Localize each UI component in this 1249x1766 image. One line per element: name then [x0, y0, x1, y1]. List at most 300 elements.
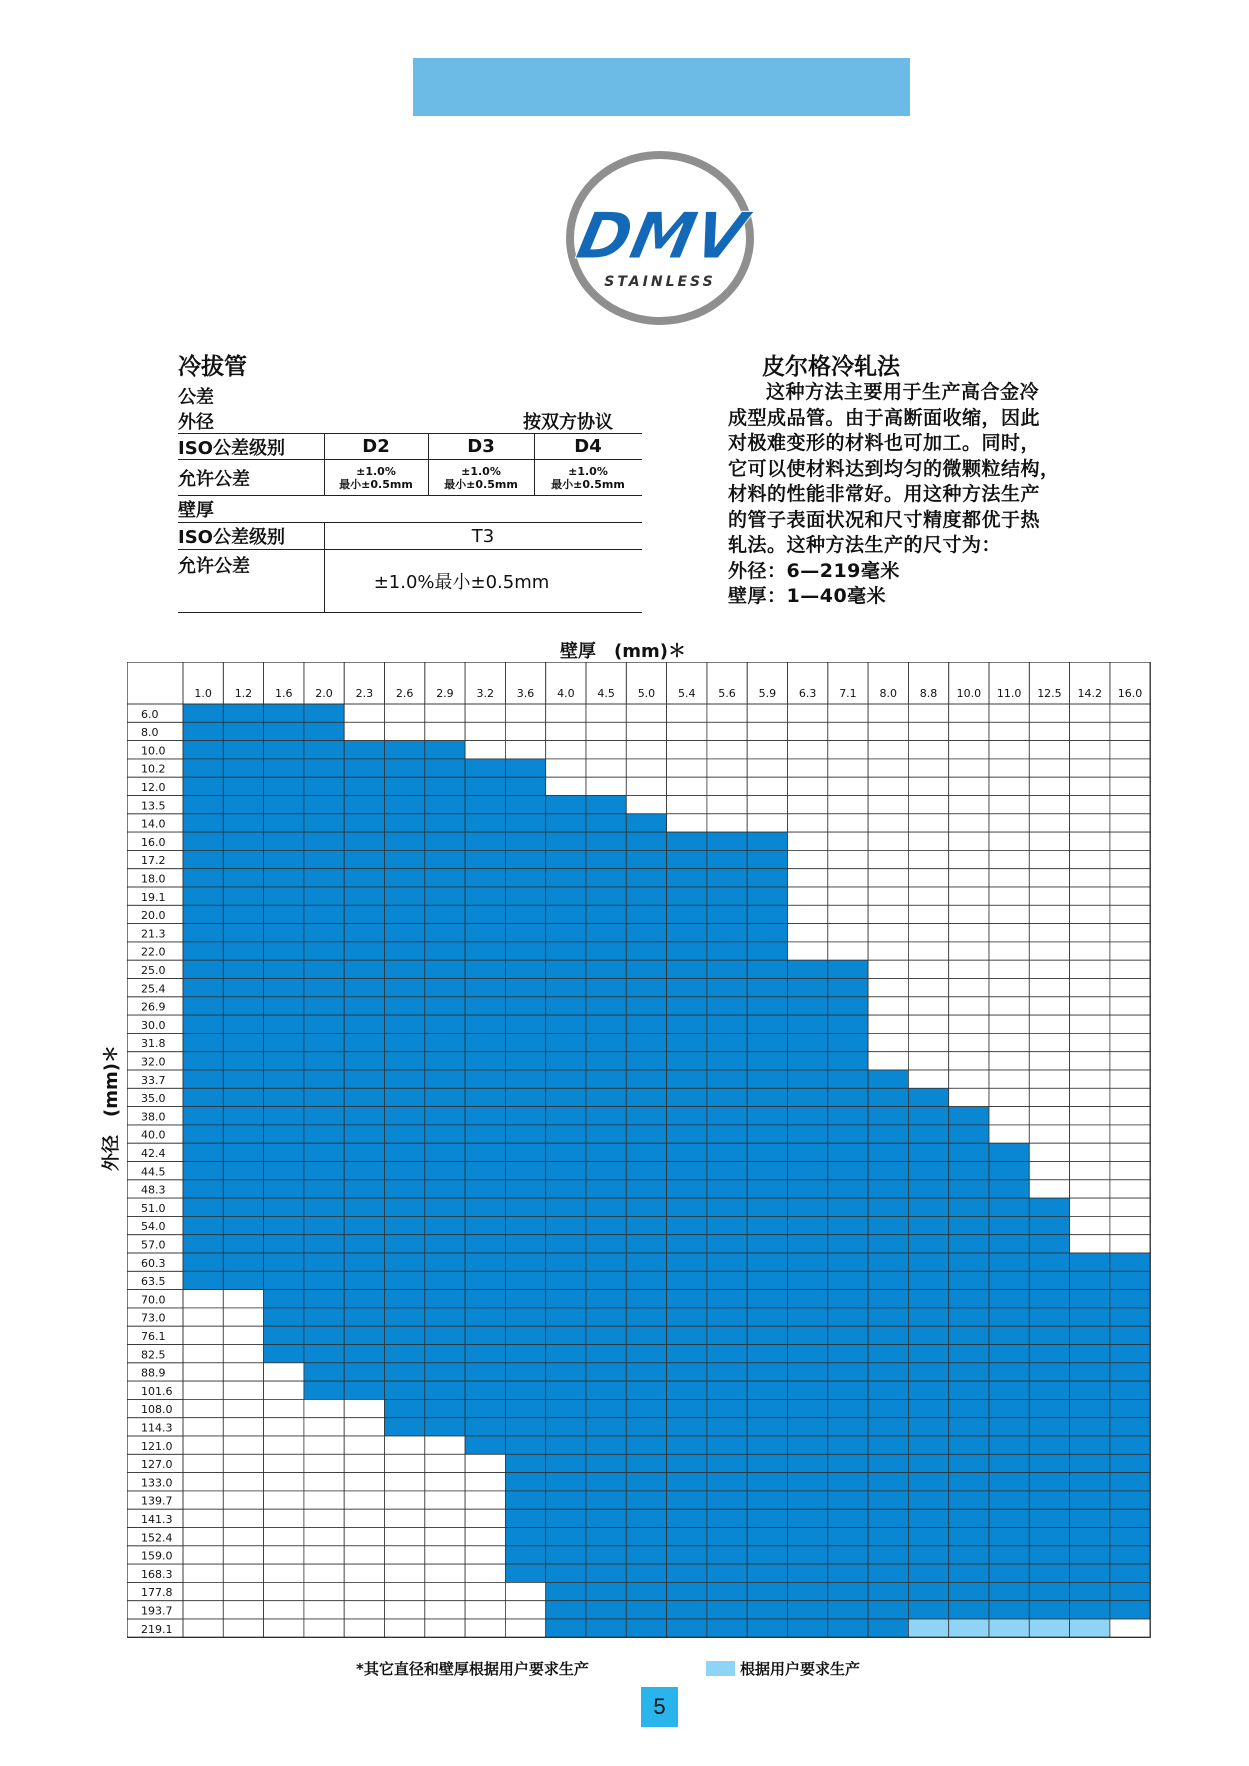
grid-cell	[425, 960, 465, 978]
wall-tol-value: ±1.0%最小±0.5mm	[373, 572, 550, 593]
grid-cell	[1110, 1052, 1150, 1070]
grid-cell	[586, 1180, 626, 1198]
grid-cell	[546, 1125, 586, 1143]
grid-cell	[586, 704, 626, 722]
grid-cell	[667, 722, 707, 740]
grid-cell	[546, 1491, 586, 1509]
grid-cell	[223, 741, 263, 759]
grid-cell	[425, 1180, 465, 1198]
grid-cell	[505, 1418, 545, 1436]
grid-cell	[868, 1216, 908, 1234]
grid-cell	[908, 777, 948, 795]
grid-cell	[667, 1125, 707, 1143]
grid-cell	[908, 1619, 948, 1637]
grid-cell	[344, 1271, 384, 1289]
grid-cell	[949, 1454, 989, 1472]
grid-cell	[828, 960, 868, 978]
grid-cell	[1029, 1088, 1069, 1106]
grid-cell	[908, 1546, 948, 1564]
grid-cell	[868, 979, 908, 997]
grid-cell	[949, 1381, 989, 1399]
grid-cell	[223, 1033, 263, 1051]
grid-cell	[989, 1088, 1029, 1106]
grid-cell	[1029, 869, 1069, 887]
grid-cell	[626, 1216, 666, 1234]
grid-cell	[385, 777, 425, 795]
grid-cell	[223, 1509, 263, 1527]
grid-cell	[667, 1162, 707, 1180]
grid-cell	[1070, 832, 1110, 850]
grid-cell	[868, 942, 908, 960]
grid-cell	[989, 1253, 1029, 1271]
grid-cell	[546, 777, 586, 795]
row-label: 31.8	[141, 1037, 166, 1051]
grid-cell	[425, 1381, 465, 1399]
grid-cell	[1029, 1582, 1069, 1600]
grid-cell	[949, 979, 989, 997]
row-label: 73.0	[141, 1311, 166, 1325]
grid-cell	[586, 1564, 626, 1582]
grid-cell	[425, 704, 465, 722]
grid-cell	[264, 1528, 304, 1546]
grid-cell	[707, 1473, 747, 1491]
row-label: 60.3	[141, 1256, 166, 1270]
grid-cell	[626, 832, 666, 850]
grid-cell	[868, 1601, 908, 1619]
grid-cell	[908, 869, 948, 887]
grid-cell	[425, 1143, 465, 1161]
grid-cell	[546, 850, 586, 868]
grid-cell	[949, 1107, 989, 1125]
grid-cell	[989, 1271, 1029, 1289]
grid-cell	[949, 869, 989, 887]
grid-cell	[1110, 1235, 1150, 1253]
grid-cell	[425, 1418, 465, 1436]
grid-cell	[264, 1216, 304, 1234]
grid-cell	[465, 1125, 505, 1143]
grid-cell	[223, 1454, 263, 1472]
grid-cell	[546, 796, 586, 814]
para-line: 它可以使材料达到均匀的微颗粒结构，	[728, 457, 1060, 480]
grid-cell	[304, 1198, 344, 1216]
grid-cell	[264, 1235, 304, 1253]
grid-cell	[626, 960, 666, 978]
grid-cell	[989, 1454, 1029, 1472]
grid-cell	[586, 1052, 626, 1070]
grid-cell	[626, 759, 666, 777]
column-label: 4.0	[557, 687, 575, 700]
grid-cell	[505, 1546, 545, 1564]
grid-cell	[425, 814, 465, 832]
grid-cell	[667, 1198, 707, 1216]
grid-cell	[788, 1070, 828, 1088]
grid-cell	[1029, 1290, 1069, 1308]
grid-cell	[586, 1107, 626, 1125]
grid-cell	[1110, 1345, 1150, 1363]
grid-cell	[1029, 759, 1069, 777]
grid-cell	[465, 942, 505, 960]
grid-cell	[747, 1582, 787, 1600]
grid-cell	[304, 1253, 344, 1271]
grid-cell	[304, 960, 344, 978]
row-label: 44.5	[141, 1165, 166, 1179]
grid-cell	[1110, 905, 1150, 923]
grid-cell	[828, 832, 868, 850]
grid-cell	[707, 997, 747, 1015]
grid-cell	[1070, 905, 1110, 923]
grid-cell	[264, 979, 304, 997]
grid-cell	[1110, 1180, 1150, 1198]
grid-cell	[1029, 1052, 1069, 1070]
grid-cell	[1070, 1088, 1110, 1106]
grid-cell	[586, 1491, 626, 1509]
grid-cell	[707, 777, 747, 795]
para-line: 成型成品管。由于高断面收缩，因此	[728, 406, 1041, 429]
grid-cell	[304, 1088, 344, 1106]
grid-cell	[747, 1052, 787, 1070]
row-label: 121.0	[141, 1439, 173, 1453]
grid-cell	[626, 796, 666, 814]
grid-cell	[344, 1582, 384, 1600]
grid-cell	[868, 887, 908, 905]
grid-cell	[264, 796, 304, 814]
grid-cell	[788, 850, 828, 868]
grid-cell	[707, 1015, 747, 1033]
row-label: 152.4	[141, 1531, 173, 1545]
grid-cell	[747, 777, 787, 795]
grid-cell	[626, 997, 666, 1015]
grid-cell	[465, 1601, 505, 1619]
grid-cell	[586, 1546, 626, 1564]
grid-cell	[788, 1582, 828, 1600]
grid-cell	[707, 1052, 747, 1070]
grid-cell	[344, 1345, 384, 1363]
grid-cell	[385, 942, 425, 960]
grid-cell	[425, 942, 465, 960]
grid-cell	[707, 924, 747, 942]
grid-cell	[465, 796, 505, 814]
grid-cell	[304, 814, 344, 832]
grid-cell	[707, 1381, 747, 1399]
grid-cell	[868, 1015, 908, 1033]
grid-cell	[1029, 814, 1069, 832]
legend-label: 根据用户要求生产	[740, 1660, 861, 1678]
grid-cell	[586, 1271, 626, 1289]
grid-cell	[667, 905, 707, 923]
grid-cell	[868, 869, 908, 887]
grid-cell	[1070, 1253, 1110, 1271]
grid-cell	[546, 1601, 586, 1619]
row-label: 33.7	[141, 1073, 166, 1087]
grid-cell	[304, 704, 344, 722]
grid-cell	[505, 1436, 545, 1454]
grid-cell	[949, 1601, 989, 1619]
grid-cell	[908, 1216, 948, 1234]
grid-cell	[304, 905, 344, 923]
grid-cell	[1110, 1070, 1150, 1088]
grid-cell	[747, 850, 787, 868]
grid-cell	[707, 1454, 747, 1472]
row-label: 82.5	[141, 1348, 166, 1362]
grid-cell	[949, 1564, 989, 1582]
grid-cell	[264, 1582, 304, 1600]
grid-cell	[788, 1107, 828, 1125]
grid-cell	[1070, 1381, 1110, 1399]
grid-cell	[747, 1436, 787, 1454]
grid-cell	[1110, 1619, 1150, 1637]
grid-cell	[828, 741, 868, 759]
grid-cell	[908, 722, 948, 740]
grid-cell	[667, 1052, 707, 1070]
grid-cell	[546, 1381, 586, 1399]
grid-cell	[908, 1253, 948, 1271]
column-label: 8.0	[879, 687, 897, 700]
grid-cell	[344, 1015, 384, 1033]
grid-cell	[828, 1418, 868, 1436]
grid-cell	[183, 869, 223, 887]
grid-cell	[465, 1546, 505, 1564]
grid-cell	[1110, 1308, 1150, 1326]
grid-cell	[989, 722, 1029, 740]
grid-cell	[626, 1491, 666, 1509]
grid-cell	[1110, 722, 1150, 740]
grid-cell	[788, 1528, 828, 1546]
grid-cell	[223, 1088, 263, 1106]
grid-cell	[667, 997, 707, 1015]
grid-cell	[465, 777, 505, 795]
grid-cell	[788, 979, 828, 997]
grid-cell	[505, 1528, 545, 1546]
grid-cell	[223, 722, 263, 740]
grid-cell	[788, 741, 828, 759]
allow-tol-label: 允许公差	[178, 468, 250, 490]
grid-cell	[546, 1033, 586, 1051]
grid-cell	[707, 1326, 747, 1344]
grid-cell	[1029, 997, 1069, 1015]
grade-d4: D4	[574, 436, 602, 457]
grid-cell	[586, 1454, 626, 1472]
grid-cell	[667, 1308, 707, 1326]
grid-cell	[223, 960, 263, 978]
para-line: 外径：6—219毫米	[728, 559, 900, 582]
grid-cell	[747, 979, 787, 997]
grid-cell	[546, 1216, 586, 1234]
grid-cell	[385, 1326, 425, 1344]
grid-cell	[385, 704, 425, 722]
grid-cell	[626, 1345, 666, 1363]
grid-cell	[949, 1216, 989, 1234]
grid-cell	[747, 1015, 787, 1033]
grid-cell	[1070, 942, 1110, 960]
grid-cell	[747, 960, 787, 978]
grid-cell	[788, 1326, 828, 1344]
column-label: 11.0	[996, 687, 1022, 700]
grid-cell	[908, 1290, 948, 1308]
grid-cell	[626, 1052, 666, 1070]
grid-cell	[989, 1399, 1029, 1417]
grid-cell	[223, 1143, 263, 1161]
grid-cell	[949, 1509, 989, 1527]
grid-cell	[1110, 1399, 1150, 1417]
grid-cell	[1070, 1546, 1110, 1564]
grid-cell	[626, 1162, 666, 1180]
grid-cell	[626, 704, 666, 722]
grid-cell	[908, 1015, 948, 1033]
row-label: 19.1	[141, 890, 166, 904]
grid-cell	[183, 1491, 223, 1509]
grid-cell	[908, 979, 948, 997]
grid-cell	[425, 1528, 465, 1546]
grid-cell	[1029, 924, 1069, 942]
grid-cell	[1029, 1399, 1069, 1417]
grid-cell	[788, 759, 828, 777]
grid-cell	[828, 759, 868, 777]
grid-cell	[989, 905, 1029, 923]
grid-cell	[304, 1454, 344, 1472]
grid-cell	[1029, 1528, 1069, 1546]
grid-cell	[868, 850, 908, 868]
grid-cell	[505, 1015, 545, 1033]
grid-cell	[425, 924, 465, 942]
grid-cell	[264, 887, 304, 905]
grid-cell	[264, 1052, 304, 1070]
grid-cell	[304, 1015, 344, 1033]
grid-cell	[949, 1052, 989, 1070]
grid-cell	[264, 1107, 304, 1125]
grid-cell	[304, 777, 344, 795]
grid-cell	[183, 1619, 223, 1637]
grid-cell	[747, 997, 787, 1015]
grid-cell	[1029, 1125, 1069, 1143]
grid-cell	[425, 777, 465, 795]
grid-cell	[465, 1070, 505, 1088]
grid-cell	[989, 1381, 1029, 1399]
grid-cell	[385, 741, 425, 759]
grid-cell	[344, 1454, 384, 1472]
grid-cell	[908, 905, 948, 923]
od-agreement: 按双方协议	[523, 411, 613, 433]
grid-cell	[183, 1088, 223, 1106]
grid-cell	[304, 1619, 344, 1637]
grid-cell	[385, 1509, 425, 1527]
grid-cell	[1029, 1491, 1069, 1509]
grid-cell	[747, 722, 787, 740]
column-label: 3.6	[516, 687, 535, 700]
wall-iso-label: ISO公差级别	[178, 527, 285, 548]
grid-cell	[264, 759, 304, 777]
grid-cell	[505, 1198, 545, 1216]
grid-cell	[385, 1033, 425, 1051]
grid-cell	[465, 1052, 505, 1070]
grid-cell	[304, 759, 344, 777]
grid-cell	[304, 1033, 344, 1051]
grid-cell	[989, 777, 1029, 795]
grid-cell	[667, 777, 707, 795]
grid-cell	[868, 1436, 908, 1454]
grid-cell	[707, 1253, 747, 1271]
grid-cell	[425, 1345, 465, 1363]
grid-cell	[304, 1125, 344, 1143]
grid-cell	[385, 796, 425, 814]
grid-cell	[425, 1015, 465, 1033]
grid-cell	[667, 1107, 707, 1125]
row-label: 40.0	[141, 1128, 166, 1142]
grid-cell	[264, 1418, 304, 1436]
grid-cell	[828, 1473, 868, 1491]
grid-cell	[264, 1033, 304, 1051]
grid-cell	[586, 1399, 626, 1417]
grid-cell	[949, 887, 989, 905]
grid-cell	[183, 1509, 223, 1527]
column-label: 6.3	[798, 687, 817, 700]
grid-cell	[828, 1033, 868, 1051]
grid-cell	[626, 1088, 666, 1106]
grid-cell	[425, 1198, 465, 1216]
grid-cell	[989, 869, 1029, 887]
grid-cell	[425, 832, 465, 850]
grid-cell	[707, 1509, 747, 1527]
grid-cell	[505, 869, 545, 887]
row-label: 88.9	[141, 1366, 166, 1380]
grid-cell	[868, 741, 908, 759]
grid-cell	[586, 1290, 626, 1308]
column-label: 5.4	[678, 687, 696, 700]
grid-cell	[949, 924, 989, 942]
grid-cell	[1110, 1162, 1150, 1180]
grid-cell	[586, 1582, 626, 1600]
grid-cell	[667, 942, 707, 960]
cold-drawn-title: 冷拔管	[178, 354, 247, 380]
grid-cell	[546, 1399, 586, 1417]
grid-cell	[223, 1363, 263, 1381]
row-label: 25.4	[141, 982, 166, 996]
grid-cell	[908, 1528, 948, 1546]
grid-cell	[1070, 1180, 1110, 1198]
grid-cell	[828, 1363, 868, 1381]
grid-cell	[546, 1326, 586, 1344]
grid-cell	[344, 960, 384, 978]
grid-cell	[1110, 1326, 1150, 1344]
grid-cell	[747, 1326, 787, 1344]
grid-cell	[747, 1235, 787, 1253]
logo-subtext: STAINLESS	[604, 274, 716, 290]
grid-cell	[949, 905, 989, 923]
grid-cell	[385, 997, 425, 1015]
grid-cell	[949, 1326, 989, 1344]
row-label: 25.0	[141, 964, 166, 977]
grid-cell	[223, 1528, 263, 1546]
grid-cell	[828, 1326, 868, 1344]
grid-cell	[828, 850, 868, 868]
grid-cell	[183, 1564, 223, 1582]
grid-cell	[223, 704, 263, 722]
grid-cell	[1070, 997, 1110, 1015]
grid-cell	[586, 850, 626, 868]
grid-cell	[949, 1418, 989, 1436]
grid-cell	[1070, 1308, 1110, 1326]
grid-cell	[1110, 960, 1150, 978]
grid-cell	[667, 1143, 707, 1161]
grid-cell	[1110, 1033, 1150, 1051]
grid-cell	[667, 1235, 707, 1253]
grid-cell	[788, 1052, 828, 1070]
grid-cell	[667, 1345, 707, 1363]
grid-cell	[586, 1326, 626, 1344]
grid-cell	[505, 1454, 545, 1472]
grid-cell	[828, 1491, 868, 1509]
grid-cell	[385, 960, 425, 978]
grid-cell	[949, 1619, 989, 1637]
